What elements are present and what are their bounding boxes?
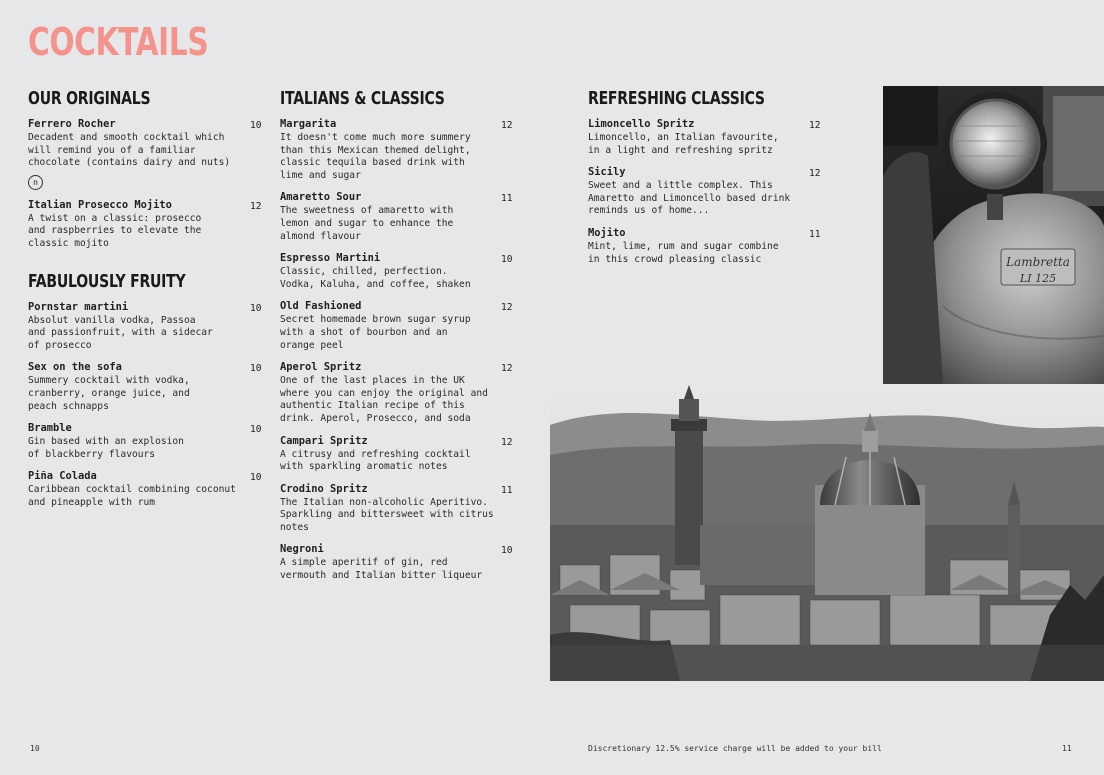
menu-item — [28, 199, 262, 251]
item-name: Sex on the sofa — [28, 361, 122, 374]
item-price: 10 — [250, 302, 262, 314]
menu-item — [280, 252, 514, 291]
item-price: 11 — [501, 484, 513, 496]
menu-item — [588, 227, 822, 266]
item-name: Limoncello Spritz — [588, 118, 695, 130]
item-description: Gin based with an explosion of blackberry flavours — [28, 436, 184, 460]
item-description: Sweet and a little complex. This Amaretto and Limoncello based drink reminds us of home... — [588, 180, 791, 217]
menu-item — [588, 166, 822, 218]
menu-item — [280, 191, 514, 243]
item-name: Italian Prosecco Mojito — [28, 198, 172, 211]
item-price: 12 — [809, 120, 821, 131]
item-price: 11 — [809, 228, 821, 240]
item-description: The Italian non-alcoholic Aperitivo. Sparkling and bittersweet with citrus notes — [280, 496, 494, 533]
item-price: 12 — [501, 363, 513, 375]
item-name: Crodino Spritz — [280, 482, 368, 495]
item-description: Caribbean cocktail combining coconut and pineapple with rum — [28, 484, 236, 508]
item-name: Negroni — [280, 543, 324, 556]
page-number-left: 10 — [30, 744, 40, 753]
menu-column-2 — [280, 88, 514, 592]
item-price: 10 — [250, 424, 262, 436]
item-name: Old Fashioned — [280, 300, 362, 313]
item-description: Limoncello, an Italian favourite, in a light and refreshing spritz — [588, 132, 779, 156]
section-title-italians-classics: ITALIANS & CLASSICS — [280, 88, 445, 109]
item-description: One of the last places in the UK where you can enjoy the original and authentic Italian recipe of this drink. Aperol, Prosecco, and soda — [280, 375, 488, 424]
menu-item — [28, 470, 262, 509]
florence-cathedral-photo — [550, 385, 1104, 681]
item-price: 11 — [501, 193, 513, 205]
scooter-badge-model: LI 125 — [1019, 272, 1057, 285]
menu-item — [280, 543, 514, 582]
item-price: 10 — [501, 254, 513, 266]
item-description: A simple aperitif of gin, red vermouth and Italian bitter liqueur — [280, 557, 483, 582]
item-name: Pornstar martini — [28, 300, 129, 313]
item-name: Margarita — [280, 118, 337, 130]
menu-item — [280, 483, 514, 535]
menu-item — [280, 435, 514, 474]
item-price: 10 — [250, 363, 262, 375]
item-name: Aperol Spritz — [280, 361, 362, 374]
nut-allergen-icon: n — [28, 175, 43, 190]
item-price: 12 — [250, 200, 262, 212]
section-title-refreshing-classics: REFRESHING CLASSICS — [588, 88, 765, 109]
item-description: Secret homemade brown sugar syrup with a shot of bourbon and an orange peel — [280, 314, 471, 351]
item-name: Sicily — [588, 166, 626, 179]
item-description: It doesn't come much more summery than this Mexican themed delight, classic tequila based drink with lime and sugar — [280, 132, 471, 181]
item-name: Campari Spritz — [280, 434, 368, 447]
item-price: 12 — [501, 120, 513, 131]
item-name: Espresso Martini — [280, 252, 381, 265]
menu-item — [280, 118, 514, 182]
item-price: 12 — [501, 302, 513, 314]
item-price: 10 — [250, 120, 262, 131]
item-description: A twist on a classic: prosecco and raspberries to elevate the classic mojito — [28, 212, 202, 249]
page-title: COCKTAILS — [28, 20, 209, 64]
item-description: Decadent and smooth cocktail which will remind you of a familiar chocolate (contains dairy and nuts) — [28, 132, 231, 169]
item-price: 10 — [501, 545, 513, 557]
item-description: The sweetness of amaretto with lemon and sugar to enhance the almond flavour — [280, 205, 454, 242]
menu-column-3 — [588, 88, 822, 275]
menu-item — [28, 118, 262, 190]
section-title-fabulously-fruity: FABULOUSLY FRUITY — [28, 270, 186, 292]
menu-column-1 — [28, 88, 262, 519]
menu-item — [28, 361, 262, 413]
item-price: 10 — [250, 472, 262, 484]
menu-item — [280, 300, 514, 352]
item-description: Mint, lime, rum and sugar combine in this crowd pleasing classic — [588, 240, 779, 265]
item-name: Amaretto Sour — [280, 191, 362, 204]
menu-item — [588, 118, 822, 157]
item-name: Mojito — [588, 226, 626, 239]
item-price: 12 — [809, 168, 821, 180]
item-name: Bramble — [28, 422, 72, 435]
menu-item — [28, 422, 262, 461]
item-description: Classic, chilled, perfection. Vodka, Kaluha, and coffee, shaken — [280, 266, 471, 290]
item-price: 12 — [501, 436, 513, 448]
item-description: Absolut vanilla vodka, Passoa and passionfruit, with a sidecar of prosecco — [28, 314, 213, 351]
menu-item — [28, 301, 262, 353]
page-number-right: 11 — [1062, 744, 1072, 753]
scooter-photo — [883, 86, 1104, 384]
item-description: Summery cocktail with vodka, cranberry, orange juice, and peach schnapps — [28, 375, 190, 412]
scooter-badge-text: Lambretta — [1006, 255, 1070, 269]
item-description: A citrusy and refreshing cocktail with sparkling aromatic notes — [280, 448, 471, 473]
section-title-our-originals: OUR ORIGINALS — [28, 88, 151, 109]
item-name: Ferrero Rocher — [28, 118, 116, 130]
item-name: Piña Colada — [28, 470, 97, 483]
service-charge-notice: Discretionary 12.5% service charge will be added to your bill — [588, 744, 882, 753]
menu-item — [280, 361, 514, 425]
